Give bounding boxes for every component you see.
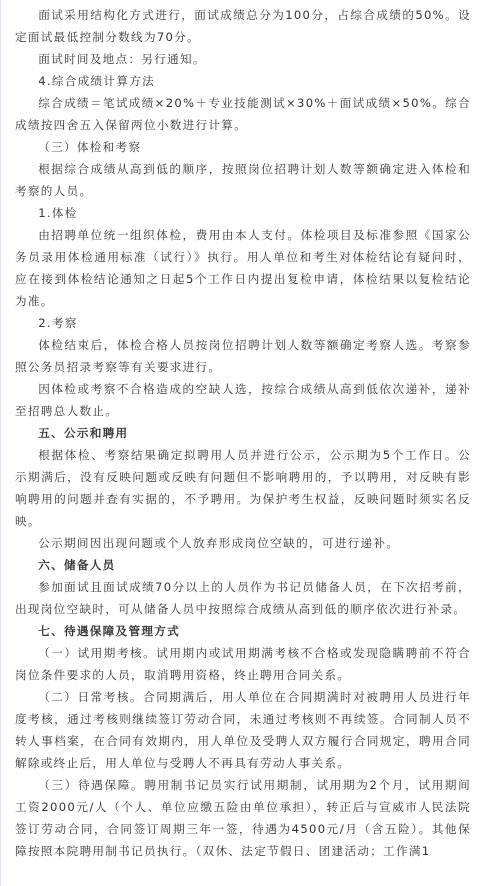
paragraph: 4.综合成绩计算方法	[38, 74, 155, 88]
paragraph: （三）体检和考察	[38, 140, 142, 154]
document-body	[1, 0, 481, 862]
paragraph: 1.体检	[38, 206, 78, 220]
paragraph: （一）试用期考核。试用期内或试用期满考核不合格或发现隐瞒聘前不符合岗位条件要求的人员，取消聘用资格，终止聘用合同关系。	[15, 646, 471, 682]
paragraph: 根据体检、考察结果确定拟聘用人员并进行公示，公示期为5个工作日。公示期满后，没有反映问题或反映有问题但不影响聘用的，予以聘用，对反映有影响聘用的问题并查有实据的，不予聘用。为保护考生权益，反映问题时须实名反映。	[15, 448, 471, 528]
section-heading: 七、待遇保障及管理方式	[38, 624, 181, 638]
paragraph: 2.考察	[38, 316, 78, 330]
paragraph: （二）日常考核。合同期满后，用人单位在合同期满时对被聘用人员进行年度考核，通过考核则继续签订劳动合同，未通过考核则不再续签。合同制人员不转人事档案，在合同有效期内，用人单位及受聘人双方履行合同规定，聘用合同解除或终止后，用人单位与受聘人不再具有劳动人事关系。	[15, 690, 471, 770]
paragraph: （三）待遇保障。聘用制书记员实行试用期制，试用期为2个月，试用期间工资2000元/人（个人、单位应缴五险由单位承担），转正后与宣威市人民法院签订劳动合同，合同签订周期三年一签，待遇为4500元/月（含五险）。其他保障按照本院聘用制书记员执行。（双休、法定节假日、团建活动；工作满1	[15, 778, 471, 858]
paragraph: 面试采用结构化方式进行，面试成绩总分为100分，占综合成绩的50%。设定面试最低控制分数线为70分。	[15, 8, 471, 44]
paragraph: 公示期间因出现问题或个人放弃形成岗位空缺的，可进行递补。	[38, 536, 400, 550]
paragraph: 根据综合成绩从高到低的顺序，按照岗位招聘计划人数等额确定进入体检和考察的人员。	[15, 162, 471, 198]
paragraph: 参加面试且面试成绩70分以上的人员作为书记员储备人员，在下次招考前，出现岗位空缺时，可从储备人员中按照综合成绩从高到低的顺序依次进行补录。	[15, 580, 471, 616]
paragraph: 综合成绩＝笔试成绩×20%＋专业技能测试×30%＋面试成绩×50%。综合成绩按四舍五入保留两位小数进行计算。	[15, 96, 471, 132]
section-heading: 六、储备人员	[38, 558, 116, 572]
paragraph: 面试时间及地点：另行通知。	[38, 52, 206, 66]
paragraph: 因体检或考察不合格造成的空缺人选，按综合成绩从高到低依次递补，递补至招聘总人数止。	[15, 382, 471, 418]
paragraph: 由招聘单位统一组织体检，费用由本人支付。体检项目及标准参照《国家公务员录用体检通用标准（试行）》执行。用人单位和考生对体检结论有疑问时，应在接到体检结论通知之日起5个工作日内提出复检申请，体检结果以复检结论为准。	[15, 228, 471, 308]
paragraph: 体检结束后，体检合格人员按岗位招聘计划人数等额确定考察人选。考察参照公务员招录考察等有关要求进行。	[15, 338, 471, 374]
section-heading: 五、公示和聘用	[38, 426, 129, 440]
